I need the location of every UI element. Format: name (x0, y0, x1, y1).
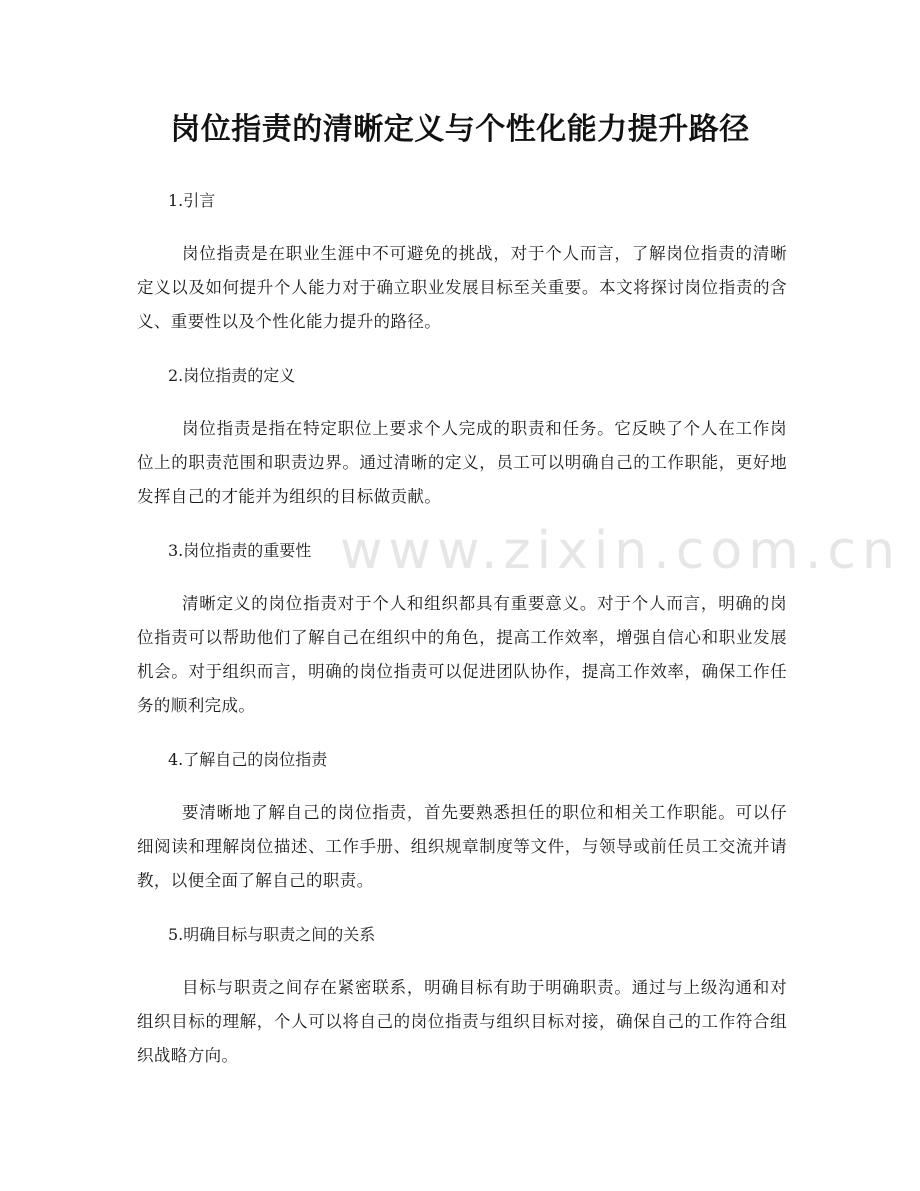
section-definition (137, 359, 787, 534)
watermark: www.zixin.com.cn (340, 521, 901, 581)
section-paragraph: 目标与职责之间存在紧密联系，明确目标有助于明确职责。通过与上级沟通和对组织目标的理解，个人可以将自己的岗位指责与组织目标对接，确保自己的工作符合组织战略方向。 (137, 978, 787, 1065)
section-introduction (137, 184, 787, 359)
section-heading: 5.明确目标与职责之间的关系 (168, 925, 376, 944)
section-paragraph: 岗位指责是在职业生涯中不可避免的挑战，对于个人而言，了解岗位指责的清晰定义以及如何提升个人能力对于确立职业发展目标至关重要。本文将探讨岗位指责的含义、重要性以及个性化能力提升的路径。 (137, 244, 787, 331)
section-paragraph: 清晰定义的岗位指责对于个人和组织都具有重要意义。对于个人而言，明确的岗位指责可以帮助他们了解自己在组织中的角色，提高工作效率，增强自信心和职业发展机会。对于组织而言，明确的岗位指责可以促进团队协作，提高工作效率，确保工作任务的顺利完成。 (137, 594, 787, 715)
section-heading: 3.岗位指责的重要性 (168, 541, 312, 560)
section-paragraph: 要清晰地了解自己的岗位指责，首先要熟悉担任的职位和相关工作职能。可以仔细阅读和理解岗位描述、工作手册、组织规章制度等文件，与领导或前任员工交流并请教，以便全面了解自己的职责。 (137, 803, 787, 890)
section-importance (137, 534, 787, 743)
section-heading: 4.了解自己的岗位指责 (168, 750, 328, 769)
section-heading: 2.岗位指责的定义 (168, 366, 296, 385)
section-paragraph: 岗位指责是指在特定职位上要求个人完成的职责和任务。它反映了个人在工作岗位上的职责范围和职责边界。通过清晰的定义，员工可以明确自己的工作职能，更好地发挥自己的才能并为组织的目标做贡献。 (137, 419, 787, 506)
document-title: 岗位指责的清晰定义与个性化能力提升路径 (170, 112, 750, 147)
section-heading: 1.引言 (168, 191, 216, 210)
section-goals-duties (137, 918, 787, 1073)
document-body (137, 184, 901, 1073)
section-understanding (137, 743, 787, 918)
